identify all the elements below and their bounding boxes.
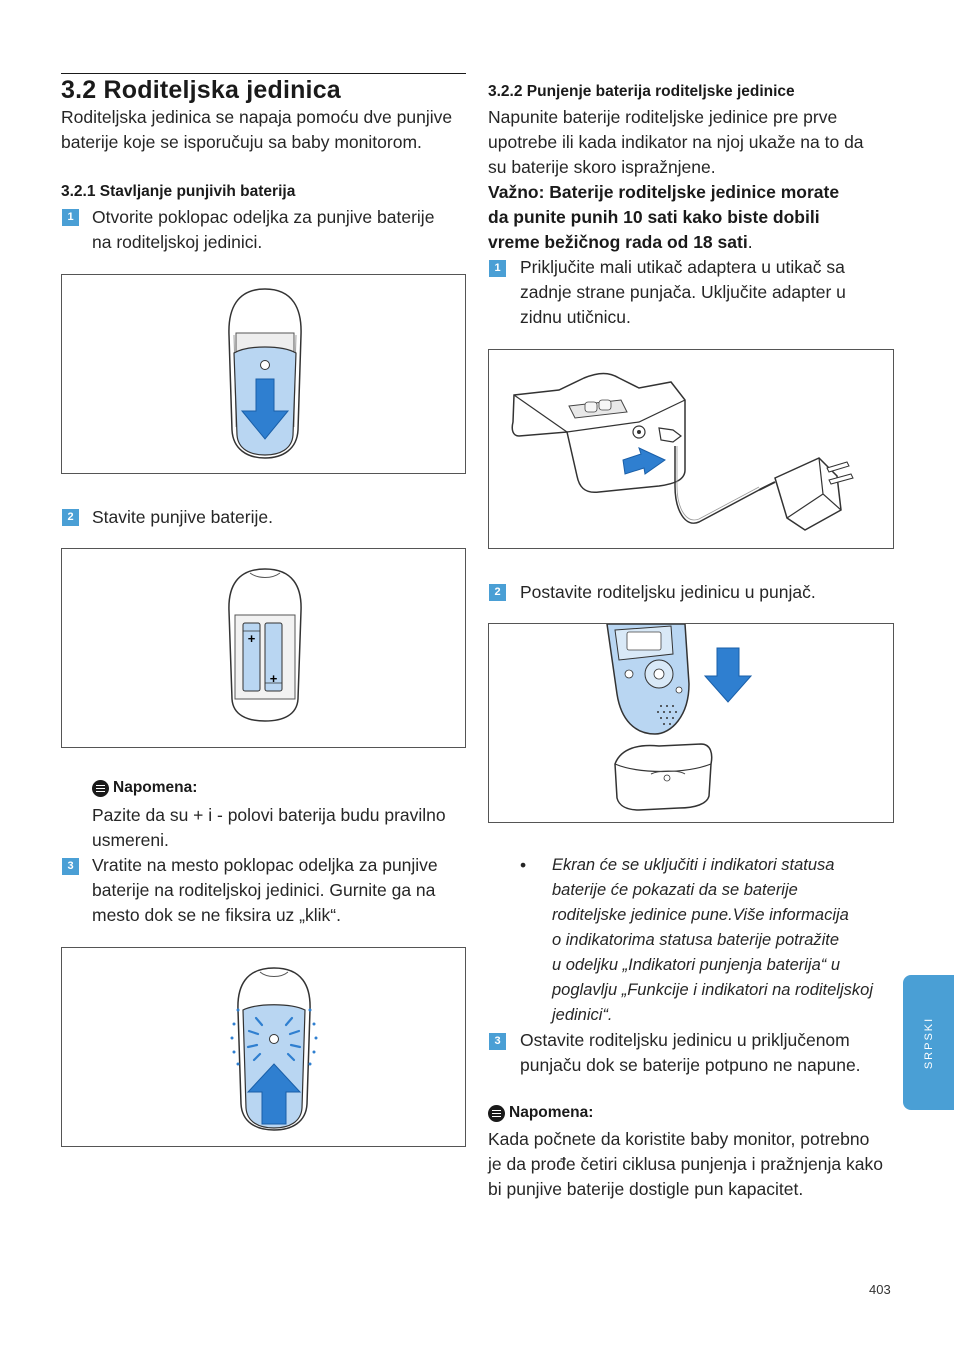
figure-open-battery-cover [61,274,466,474]
important-period: . [747,232,753,252]
charger-adapter-illustration [489,350,893,548]
bullet-line-2: baterije će pokazati da se baterije [552,881,798,899]
section-title-rule [61,73,466,74]
step-number-1: 1 [62,209,79,226]
right-step2-text: Postavite roditeljsku jedinicu u punjač. [520,582,816,602]
right-note-line-3: bi punjive baterije dostigle pun kapacitet. [488,1179,804,1199]
right-intro-line-3: su baterije skoro ispražnjene. [488,157,716,177]
battery-plus-sign: + [247,631,256,646]
right-step3-line-1: Ostavite roditeljsku jedinicu u priključenom [520,1030,850,1050]
right-step3-line-2: punjaču dok se baterije potpuno ne napune. [520,1055,861,1075]
left-step3-line-3: mesto dok se ne fiksira uz „klik“. [92,905,341,925]
subheading-charge-batteries: 3.2.2 Punjenje baterija roditeljske jedinice [488,83,795,100]
right-intro-line-2: upotrebe ili kada indikator na njoj ukaže na to da [488,132,864,152]
step-number-2: 2 [62,509,79,526]
important-line-2: da punite punih 10 sati kako biste dobili [488,207,820,227]
note-heading-right [488,1104,593,1122]
note-label: Napomena: [509,1104,594,1121]
bullet-marker: • [520,855,527,875]
note-icon [92,780,109,797]
right-step1-line-1: Priključite mali utikač adaptera u utikač sa [520,257,845,277]
important-line-1: Važno: Baterije roditeljske jedinice morate [488,182,840,202]
right-note-line-2: je da prođe četiri ciklusa punjenja i pražnjenja kako [488,1154,883,1174]
step-number-2: 2 [489,584,506,601]
place-unit-illustration [489,624,893,822]
left-step3-line-2: baterije na roditeljskoj jedinici. Gurnite ga na [92,880,436,900]
right-note-line-1: Kada počnete da koristite baby monitor, potrebno [488,1129,870,1149]
section-intro-line-1: Roditeljska jedinica se napaja pomoću dve punjive [61,107,453,127]
page-number: 403 [869,1282,891,1297]
note-heading-left [92,779,197,797]
right-step1-line-2: zadnje strane punjača. Uključite adapter u [520,282,846,302]
bullet-line-4: o indikatorima statusa baterije potražite [552,931,840,949]
figure-connect-adapter [488,349,894,549]
section-intro-line-2: baterije koje se isporučuju sa baby monitorom. [61,132,422,152]
left-step3-line-1: Vratite na mesto poklopac odeljka za punjive [92,855,438,875]
note-icon [488,1105,505,1122]
section-title: 3.2 Roditeljska jedinica [61,76,341,104]
figure-close-battery-cover [61,947,466,1147]
step-number-3: 3 [489,1033,506,1050]
figure-place-unit-in-charger [488,623,894,823]
bullet-line-7: jedinici“. [552,1006,613,1024]
step-number-3: 3 [62,858,79,875]
figure-insert-batteries [61,548,466,748]
bullet-line-1: Ekran će se uključiti i indikatori statusa [552,856,835,874]
open-cover-illustration [62,275,465,473]
important-line-3: vreme bežičnog rada od 18 sati [488,232,748,252]
bullet-line-5: u odeljku „Indikatori punjenja baterija“ u [552,956,841,974]
left-note-line-1: Pazite da su + i - polovi baterija budu pravilno [92,805,446,825]
note-label: Napomena: [113,779,198,796]
important-line-3-wrap [488,230,753,255]
close-cover-illustration [62,948,465,1146]
subheading-insert-batteries: 3.2.1 Stavljanje punjivih baterija [61,183,296,200]
battery-plus-sign: + [269,671,278,686]
left-note-line-2: usmereni. [92,830,169,850]
step-number-1: 1 [489,260,506,277]
left-step1-line-1: Otvorite poklopac odeljka za punjive baterije [92,207,435,227]
bullet-line-6: poglavlju „Funkcije i indikatori na roditeljskoj [552,981,873,999]
left-step1-line-2: na roditeljskoj jedinici. [92,232,263,252]
language-side-tab [903,975,954,1110]
right-intro-line-1: Napunite baterije roditeljske jedinice pre prve [488,107,838,127]
left-step2-text: Stavite punjive baterije. [92,507,273,527]
language-tab-label: SRPSKI [922,1016,935,1069]
right-step1-line-3: zidnu utičnicu. [520,307,631,327]
bullet-line-3: roditeljske jedinice pune.Više informacija [552,906,849,924]
batteries-illustration [62,549,465,747]
